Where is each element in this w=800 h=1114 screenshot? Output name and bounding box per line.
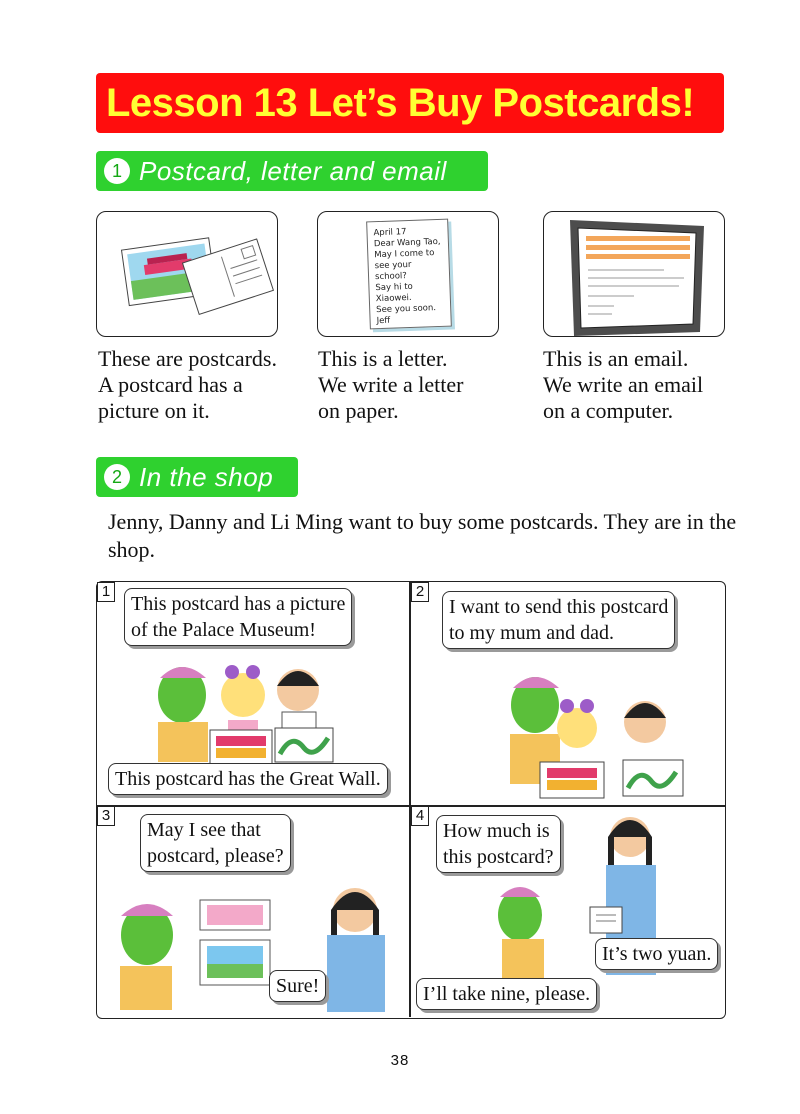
section-title-2: In the shop xyxy=(139,462,274,492)
comic-divider-vertical xyxy=(409,582,411,1017)
letter-line: see your school? xyxy=(374,259,412,283)
letter-paper xyxy=(366,219,452,330)
letter-line: Jeff xyxy=(376,315,391,327)
postcards-caption: These are postcards. A postcard has a picture on it. xyxy=(98,346,277,423)
letter-line: May I come to xyxy=(374,248,435,261)
speech-bubble-send-postcard: I want to send this postcard to my mum and dad. xyxy=(442,591,675,649)
letter-line: April 17 xyxy=(373,227,407,239)
panel-3-illustration xyxy=(105,880,395,1012)
email-picture xyxy=(543,211,725,337)
intro-paragraph: Jenny, Danny and Li Ming want to buy some postcards. They are in the shop. xyxy=(108,509,737,562)
panel-2-illustration xyxy=(495,650,705,800)
speech-bubble-sure: Sure! xyxy=(269,970,326,1002)
panel-number-3: 3 xyxy=(97,806,115,826)
panel-number-1: 1 xyxy=(97,582,115,602)
page-number: 38 xyxy=(390,1052,410,1069)
panel-number-4: 4 xyxy=(411,806,429,826)
postcards-picture xyxy=(96,211,278,337)
panel-number-2: 2 xyxy=(411,582,429,602)
speech-bubble-great-wall: This postcard has the Great Wall. xyxy=(108,763,388,795)
speech-bubble-two-yuan: It’s two yuan. xyxy=(595,938,718,970)
letter-caption: This is a letter. We write a letter on paper. xyxy=(318,346,464,423)
letter-line: Say hi to Xiaowei. xyxy=(375,281,413,305)
section-title-1: Postcard, letter and email xyxy=(139,156,447,186)
letter-line: See you soon. xyxy=(376,303,437,316)
letter-picture xyxy=(317,211,499,337)
speech-bubble-may-i-see: May I see that postcard, please? xyxy=(140,814,291,872)
speech-bubble-take-nine: I’ll take nine, please. xyxy=(416,978,597,1010)
lesson-title: Lesson 13 Let’s Buy Postcards! xyxy=(106,81,695,125)
email-caption: This is an email. We write an email on a computer. xyxy=(543,346,704,423)
section-number-1: 1 xyxy=(104,158,130,184)
section-number-2: 2 xyxy=(104,464,130,490)
speech-bubble-palace-museum: This postcard has a picture of the Palace Museum! xyxy=(124,588,352,646)
letter-line: Dear Wang Tao, xyxy=(373,236,441,250)
panel-1-illustration xyxy=(140,650,400,765)
speech-bubble-how-much: How much is this postcard? xyxy=(436,815,561,873)
